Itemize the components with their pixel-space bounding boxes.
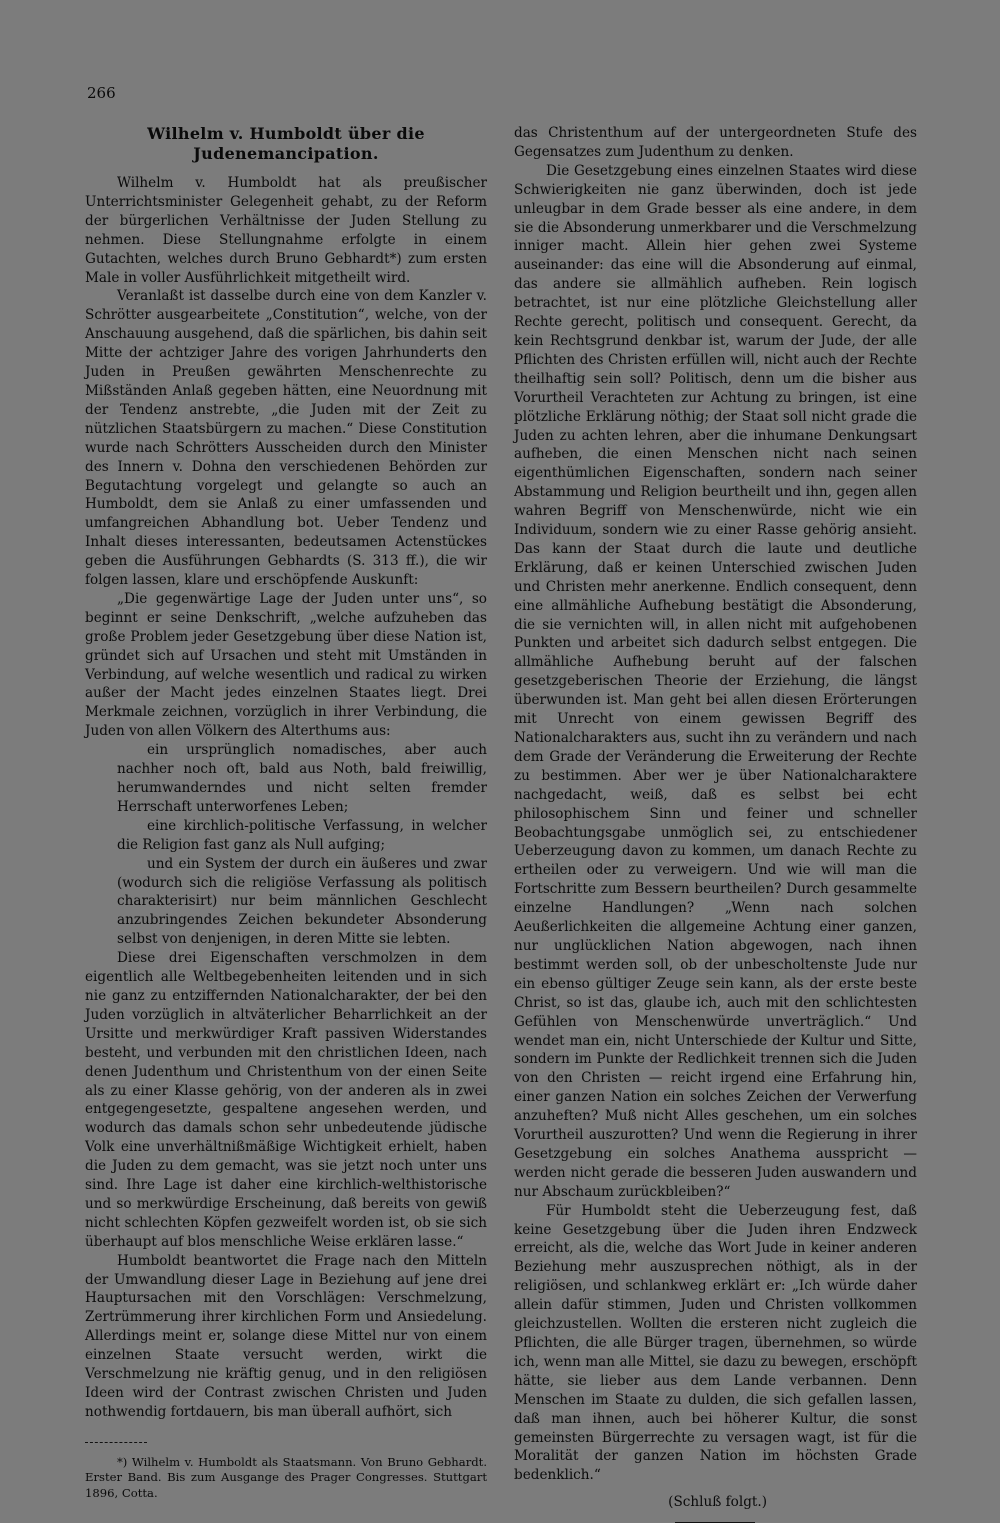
- list-item: eine kirchlich-politische Verfassung, in welcher die Religion fast ganz als Null aufging;: [117, 817, 487, 853]
- footnote-separator: [85, 1442, 147, 1443]
- paragraph: Diese drei Eigenschaften verschmolzen in dem eigentlich alle Weltbegebenheiten leitenden und in sich nie ganz zu entziffernden Nationalcharakter, der bei den Juden vorzüglich in altväterlicher Beharrlichkeit an der Ursitte und merkwürdiger Kraft passiven Widerstandes besteht, und verbunden mit den christlichen Ideen, nach denen Judenthum und Christenthum von der einen Seite als zu einer Klasse gehörig, von der anderen als in zwei entgegengesetzte, gespaltene angesehen werden, und wodurch das damals schon sehr unbedeutende jüdische Volk eine unverhältnißmäßige Wichtigkeit erhielt, haben die Juden zu dem gemacht, was sie jetzt noch unter uns sind. Ihre Lage ist daher eine kirchlich-welthistorische und so merkwürdige Erscheinung, daß bereits von gewiß nicht schlechten Köpfen gezweifelt worden ist, ob sie sich überhaupt auf blos menschliche Weise erklären lasse.“: [85, 950, 487, 1250]
- paragraph: „Die gegenwärtige Lage der Juden unter uns“, so beginnt er seine Denkschrift, „welche aufzuheben das große Problem jeder Gesetzgebung über diese Nation ist, gründet sich auf Ursachen und steht mit Umständen in Verbindung, auf welche wesentlich und radical zu wirken außer der Macht jedes einzelnen Staates liegt. Drei Merkmale zeichnen, vorzüglich in ihrer Verbindung, die Juden von allen Völkern des Alterthums aus:: [85, 590, 487, 740]
- article-title: Wilhelm v. Humboldt über die Judenemancipation.: [147, 124, 425, 163]
- list-item: ein ursprünglich nomadisches, aber auch nachher noch oft, bald aus Noth, bald freiwillig, herumwanderndes und nicht selten fremder Herrschaft unterworfenes Leben;: [117, 742, 487, 815]
- to-be-continued-note: (Schluß folgt.): [668, 1494, 767, 1511]
- paragraph: Humboldt beantwortet die Frage nach den Mitteln der Umwandlung dieser Lage in Beziehung auf jene drei Hauptursachen mit den Vorschlägen: Verschmelzung, Zertrümmerung ihrer kirchlichen Form und Ansiedelung. Allerdings meint er, solange diese Mittel nur von einem einzelnen Staate versucht werden, wirkt die Verschmelzung nie kräftig genug, und in den religiösen Ideen wird der Contrast zwischen Christen und Juden nothwendig fortdauern, bis man überall aufhört, sich: [85, 1252, 487, 1420]
- footnote: *) Wilhelm v. Humboldt als Staatsmann. Von Bruno Gebhardt. Erster Band. Bis zum Ausgange des Prager Congresses. Stuttgart 1896, Cotta.: [85, 1454, 487, 1500]
- paragraph: Für Humboldt steht die Ueberzeugung fest, daß keine Gesetzgebung über die Juden ihren Endzweck erreicht, als die, welche das Wort Jude in keiner anderen Beziehung mehr auszusprechen nöthigt, als in der religiösen, und schlankweg erklärt er: „Ich würde daher allein dafür stimmen, Juden und Christen vollkommen gleichzustellen. Wollten die ersteren nicht zugleich die Pflichten, die alle Bürger tragen, übernehmen, so würde ich, wenn man alle Mittel, sie dazu zu bewegen, erschöpft hätte, sie lieber aus dem Lande verbannen. Denn Menschen im Staate zu dulden, die sich gefallen lassen, daß man ihnen, auch bei höherer Kultur, die sonst gemeinsten Bürgerrechte zu versagen wagt, ist für die Moralität der ganzen Nation im höchsten Grade bedenklich.“: [514, 1202, 917, 1484]
- right-column: [514, 124, 917, 1523]
- paragraph: Die Gesetzgebung eines einzelnen Staates wird diese Schwierigkeiten nie ganz überwinden, doch ist jede unleugbar in dem Grade besser als eine andere, in dem sie die Absonderung unmerkbarer und die Verschmelzung inniger macht. Allein hier gehen zwei Systeme auseinander: das eine will die Absonderung auf einmal, das andere sie allmählich aufheben. Rein logisch betrachtet, ist nur eine plötzliche Gleichstellung aller Rechte gerecht, politisch und consequent. Gerecht, da kein Rechtsgrund denkbar ist, warum der Jude, der alle Pflichten des Christen erfüllen will, nicht auch der Rechte theilhaftig sein soll? Politisch, denn um die bisher aus Vorurtheil Verachteten zur Achtung zu bringen, ist eine plötzliche Erklärung nöthig; der Staat soll nicht grade die Juden zu achten lehren, aber die inhumane Denkungsart aufheben, die einen Menschen nicht nach seinen eigenthümlichen Eigenschaften, sondern nach seiner Abstammung und Religion beurtheilt und ihn, gegen allen wahren Begriff von Menschenwürde, nicht wie ein Individuum, sondern wie zu einer Rasse gehörig ansieht. Das kann der Staat durch die laute und deutliche Erklärung, daß er keinen Unterschied zwischen Juden und Christen mehr anerkenne. Endlich consequent, denn eine allmähliche Aufhebung bestätigt die Absonderung, die sie vernichten will, in allen nicht mit aufgehobenen Punkten und arbeitet sich dadurch selbst entgegen. Die allmähliche Aufhebung beruht auf der falschen gesetzgeberischen Theorie der Erziehung, die längst überwunden ist. Man geht bei allen diesen Erörterungen mit Unrecht von einem gewissen Begriff des Nationalcharakters aus, sucht ihn zu verändern und nach dem Grade der Veränderung die Erweiterung der Rechte zu bestimmen. Aber wer je über Nationalcharaktere nachgedacht, weiß, daß es selbst bei echt philosophischem Sinn und feiner und schneller Beobachtungsgabe unmöglich sei, zu entschiedener Ueberzeugung davon zu kommen, um danach Rechte zu ertheilen oder zu verweigern. Und wie will man die Fortschritte zum Bessern beurtheilen? Durch gesammelte einzelne Handlungen? „Wenn nach solchen Aeußerlichkeiten die allgemeine Achtung einer ganzen, nur unglücklichen Nation abgewogen, nach ihnen bestimmt werden soll, ob der unbescholtenste Jude nur ein ebenso gültiger Zeuge sein kann, als der erste beste Christ, so ist das, glaube ich, auch mit den schlichtesten Gefühlen von Menschenwürde unverträglich.“ Und wendet man ein, nicht Unterschiede der Kultur und Sitte, sondern im Punkte der Redlichkeit trennen sich die Juden von den Christen — reicht irgend eine Erfahrung hin, einer ganzen Nation ein solches Zeichen der Verwerfung anzuheften? Muß nicht Alles geschehen, um ein solches Vorurtheil auszurotten? Und wenn die Regierung in ihrer Gesetzgebung ein solches Anathema ausspricht — werden nicht gerade die besseren Juden auswandern und nur Abschaum zurückbleiben?“: [514, 162, 917, 1200]
- paragraph: Veranlaßt ist dasselbe durch eine von dem Kanzler v. Schrötter ausgearbeitete „Constitution“, welche, von der Anschauung ausgehend, daß die spärlichen, bis dahin seit Mitte der achtziger Jahre des vorigen Jahrhunderts den Juden in Preußen gewährten Menschenrechte zu Mißständen Anlaß gegeben hätten, eine Neuordnung mit der Tendenz anstrebte, „die Juden mit der Zeit zu nützlichen Staatsbürgern zu machen.“ Diese Constitution wurde nach Schrötters Ausscheiden durch den Minister des Innern v. Dohna den verschiedenen Behörden zur Begutachtung vorgelegt und gelangte so auch an Humboldt, dem sie Anlaß zu einer umfassenden und umfangreichen Abhandlung bot. Ueber Tendenz und Inhalt dieses interessanten, bedeutsamen Actenstückes geben die Ausführungen Gebhardts (S. 313 ff.), die wir folgen lassen, klare und erschöpfende Auskunft:: [85, 288, 487, 589]
- list-item: und ein System der durch ein äußeres und zwar (wodurch sich die religiöse Verfassung als politisch charakterisirt) nur beim männlichen Geschlecht anzubringendes Zeichen bekundeter Absonderung selbst von denjenigen, in deren Mitte sie lebten.: [117, 855, 487, 948]
- paragraph: Wilhelm v. Humboldt hat als preußischer Unterrichtsminister Gelegenheit gehabt, zu der Reform der bürgerlichen Verhältnisse der Juden Stellung zu nehmen. Diese Stellungnahme erfolgte in einem Gutachten, welches durch Bruno Gebhardt*) zum ersten Male in voller Ausführlichkeit mitgetheilt wird.: [85, 175, 487, 286]
- left-column: [85, 124, 487, 1501]
- page-number: 266: [87, 84, 116, 102]
- paragraph: das Christenthum auf der untergeordneten Stufe des Gegensatzes zum Judenthum zu denken.: [514, 125, 917, 160]
